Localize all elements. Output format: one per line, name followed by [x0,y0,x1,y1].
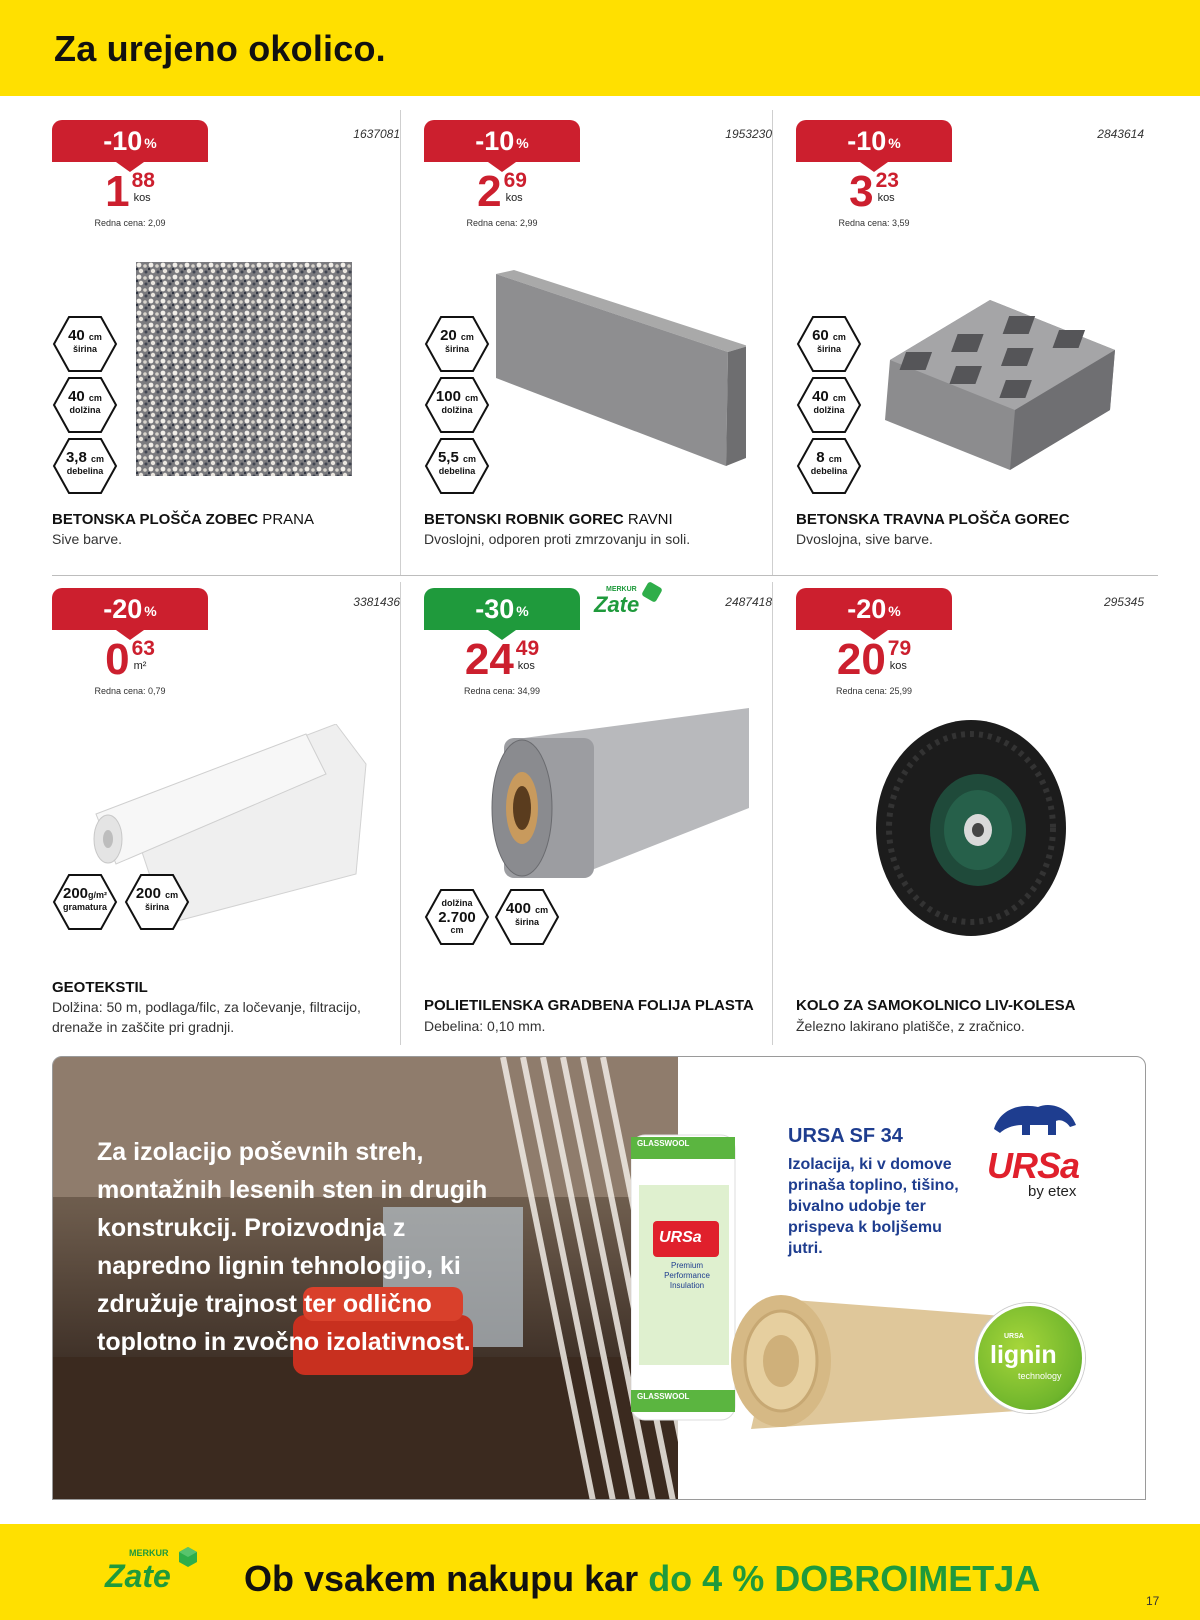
price: 3 23 kos [849,167,899,216]
footer-promo-text: Ob vsakem nakupu kar do 4 % DOBROIMETJA [244,1558,1041,1599]
product-sku: 3381436 [353,595,400,609]
spec-weight-hex: 200g/m² gramatura [52,873,118,931]
discount-badge: -10 % [424,120,580,162]
row-divider [52,575,1158,576]
discount-badge: -10 % [52,120,208,162]
product-name: BETONSKA PLOŠČA ZOBEC PRANA [52,511,314,528]
regular-price: Redna cena: 0,79 [94,686,166,696]
price: 2 69 kos [477,167,527,216]
header-band [0,0,1200,96]
merkur-zate-logo[interactable]: MERKUR Zate [105,1548,205,1598]
product-description: Dolžina: 50 m, podlaga/filc, za ločevanje, filtracijo, drenaže in zaščite pri gradnji. [52,999,361,1035]
product-name: POLIETILENSKA GRADBENA FOLIJA PLASTA [424,997,754,1014]
page-number: 17 [1146,1594,1160,1608]
glasswool-roll-image: GLASSWOOL GLASSWOOL URSa Premium Performance Insulation [631,1125,741,1425]
lignin-technology-badge: URSA lignin technology [975,1303,1085,1413]
spec-length-hex: 40 cm dolžina [52,376,118,434]
page-title: Za urejeno okolico. [54,28,386,69]
product-name: GEOTEKSTIL [52,979,148,996]
regular-price: Redna cena: 2,09 [94,218,166,228]
product-name: BETONSKI ROBNIK GOREC RAVNI [424,511,673,528]
price: 20 79 kos [836,635,912,684]
product-description: Debelina: 0,10 mm. [424,1018,546,1034]
regular-price: Redna cena: 2,99 [466,218,538,228]
discount-badge: -10 % [796,120,952,162]
product-card[interactable] [796,110,1156,570]
spec-width-hex: 400 cm širina [494,888,560,946]
discount-badge: -30 % [424,588,580,630]
price: 0 63 m² [105,635,155,684]
spec-width-hex: 60 cm širina [796,315,862,373]
product-image[interactable] [464,708,754,888]
product-card[interactable] [52,110,412,570]
product-sku: 1953230 [725,127,772,141]
interior-photo [53,1057,678,1500]
spec-length-hex: dolžina 2.700 cm [424,888,490,946]
product-card[interactable] [52,578,412,1038]
regular-price: Redna cena: 25,99 [835,686,913,696]
banner-headline: Za izolacijo poševnih streh, montažnih lesenih sten in drugih konstrukcij. Proizvodnja z napredno lignin tehnologijo, ki združuje trajnost ter odlično toplotno in zvočno izolativnost. [97,1138,488,1356]
product-description: Železno lakirano platišče, z zračnico. [796,1018,1025,1034]
product-sku: 1637081 [353,127,400,141]
footer-band [0,1524,1200,1620]
product-description: Dvoslojna, sive barve. [796,531,933,547]
product-name: BETONSKA TRAVNA PLOŠČA GOREC [796,511,1070,528]
spec-width-hex: 40 cm širina [52,315,118,373]
product-image[interactable] [496,270,746,480]
ursa-promo-banner[interactable] [52,1056,1146,1500]
regular-price: Redna cena: 3,59 [838,218,910,228]
merkur-zate-logo: MERKUR Zate [594,584,664,624]
product-sku: 2487418 [725,595,772,609]
price: 24 49 kos [464,635,540,684]
discount-badge: -20 % [52,588,208,630]
discount-badge: -20 % [796,588,952,630]
ursa-logo: URSa by etex [968,1097,1108,1197]
spec-thickness-hex: 8 cm debelina [796,437,862,495]
product-description: Dvoslojni, odporen proti zmrzovanju in soli. [424,531,691,547]
product-sku: 2843614 [1097,127,1144,141]
product-card[interactable] [796,578,1156,1038]
spec-length-hex: 100 cm dolžina [424,376,490,434]
price: 1 88 kos [105,167,155,216]
ursa-product-title: URSA SF 34 [788,1125,903,1147]
spec-width-hex: 20 cm širina [424,315,490,373]
product-description: Sive barve. [52,531,123,547]
product-image[interactable] [870,300,1120,470]
spec-thickness-hex: 3,8 cm debelina [52,437,118,495]
product-card[interactable] [424,110,784,570]
regular-price: Redna cena: 34,99 [463,686,541,696]
spec-thickness-hex: 5,5 cm debelina [424,437,490,495]
cube-icon [177,1546,199,1568]
spec-length-hex: 40 cm dolžina [796,376,862,434]
product-image[interactable] [136,262,352,476]
product-card[interactable] [424,578,784,1038]
product-sku: 295345 [1103,595,1144,609]
product-name: KOLO ZA SAMOKOLNICO LIV-KOLESA [796,997,1076,1014]
spec-width-hex: 200 cm širina [124,873,190,931]
ursa-product-description: Izolacija, ki v domove prinaša toplino, tišino, bivalno udobje ter prispeva k boljšemu jutri. [788,1156,959,1257]
product-image[interactable] [866,718,1076,938]
